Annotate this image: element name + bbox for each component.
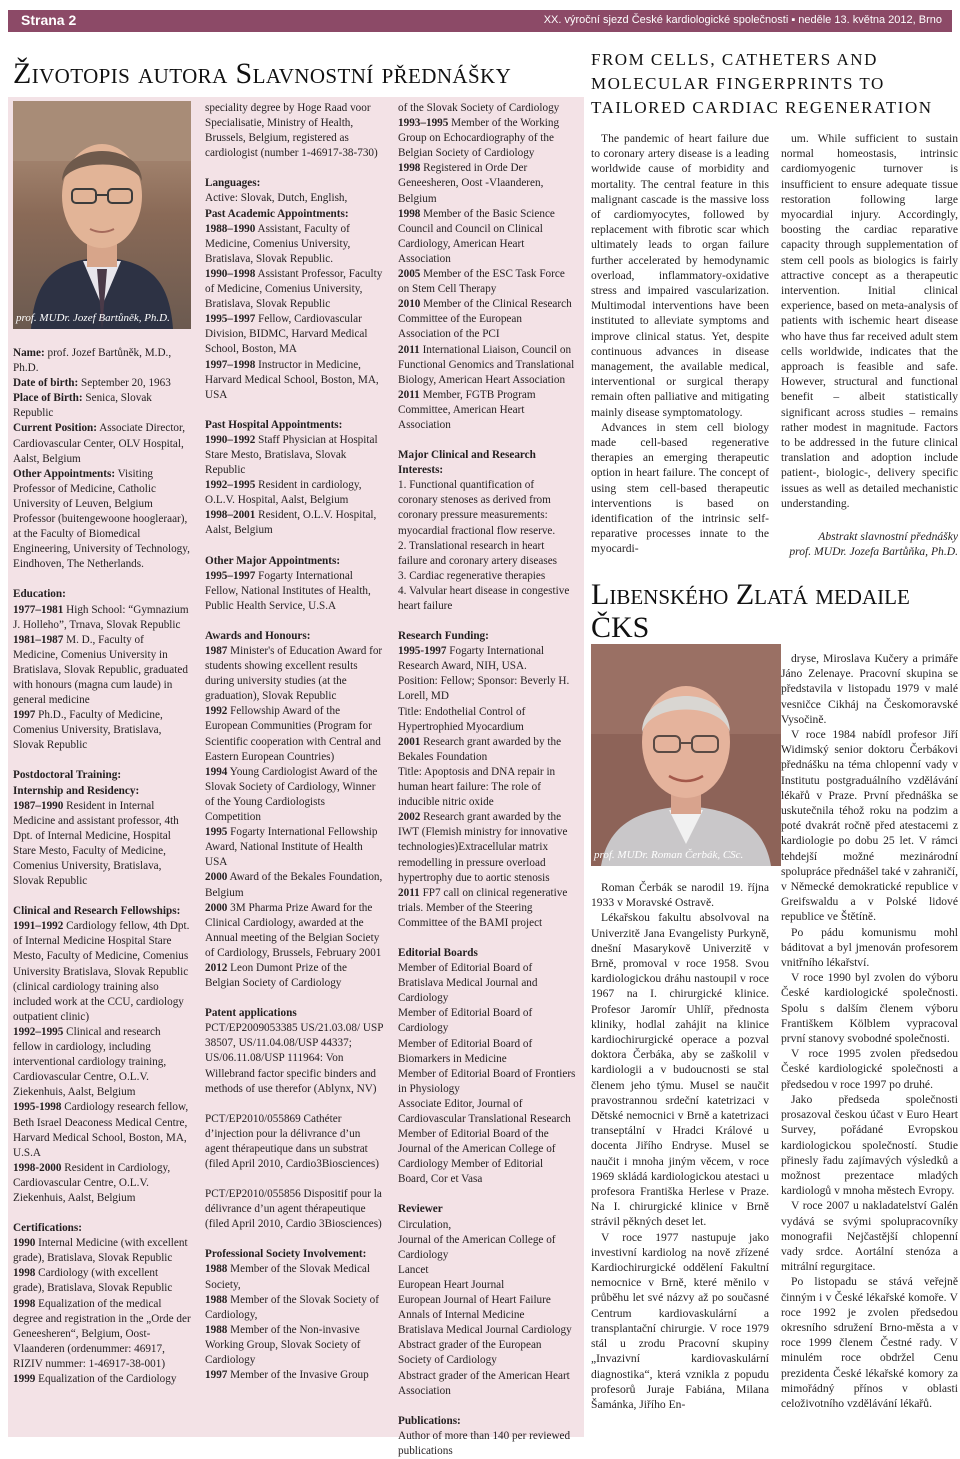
paragraph: Education: <box>13 588 66 601</box>
paragraph: of the Slovak Society of Cardiology <box>398 102 560 114</box>
paragraph: 1998-2000 Resident in Cardiology, Cardiovascular Centre, O.L.V. Ziekenhuis, Aalst, Belgium <box>13 1161 171 1204</box>
paragraph: Author of more than 140 per reviewed publications <box>398 1429 571 1457</box>
abstract-column-2 <box>781 131 958 511</box>
photo-caption-cerbak: prof. MUDr. Roman Čerbák, CSc. <box>594 849 744 861</box>
paragraph: Name: prof. Jozef Bartůněk, M.D., Ph.D. <box>13 347 172 375</box>
paragraph: 2002 Research grant awarded by the IWT (Flemish ministry for innovative technologies)Extracellular matrix remodelling in pressure overload hypertrophy due to aortic stenosis <box>398 811 568 884</box>
paragraph: Abstract grader of the American Heart Association <box>398 1369 570 1397</box>
paragraph: 1999 Equalization of the Cardiology <box>13 1373 177 1385</box>
paragraph: Abstract grader of the European Society of Cardiology <box>398 1339 542 1367</box>
paragraph <box>205 1172 383 1187</box>
paragraph: 2005 Member of the ESC Task Force on Stem Cell Therapy <box>398 268 565 296</box>
paragraph: 1990–1998 Assistant Professor, Faculty of Medicine, Comenius University, Bratislava, Slovak Republic <box>205 267 383 311</box>
paragraph: 1981–1987 M. D., Faculty of Medicine, Comenius University in Bratislava, Slovak Republic, graduated with honours (magna cum laude) in general medicine <box>13 633 188 707</box>
paragraph: Member of Editorial Board of Bratislava Medical Journal and Cardiology <box>398 962 538 1005</box>
paragraph: 1990–1992 Staff Physician at Hospital Stare Mesto, Bratislava, Slovak Republic <box>205 433 378 477</box>
paragraph: Current Position: Associate Director, Cardiovascular Center, OLV Hospital, Aalst, Belgium <box>13 422 186 465</box>
photo-caption-bartunek: prof. MUDr. Jozef Bartůněk, Ph.D. <box>16 312 170 324</box>
paragraph: Title: Endothelial Control of Hypertrophied Myocardium <box>398 705 526 733</box>
paragraph: Awards and Honours: <box>205 629 311 642</box>
paragraph: 1998 Equalization of the medical degree and registration in the „Orde der Geneesheren“, Belgium, Oost-Vlaanderen (ordenummer: 46917, RIZIV nummer: 1-46917-38-001) <box>13 1297 191 1370</box>
paragraph: Languages: <box>205 177 261 190</box>
paragraph: Member of Editorial Board of Frontiers in Physiology <box>398 1067 576 1095</box>
paragraph: 1998 Registered in Orde Der Geneesheren, Oost -Vlaanderen, Belgium <box>398 162 544 205</box>
bio-column-1 <box>13 346 191 1387</box>
paragraph: Po pádu komunismu mohl báditovat a byl jmenován profesorem vnitřního lékařství. <box>781 925 958 970</box>
paragraph <box>398 1187 576 1202</box>
paragraph: 2. Translational research in heart failure and coronary artery diseases <box>398 539 558 567</box>
paragraph <box>205 991 383 1006</box>
paragraph: Member of Editorial Board of Biomarkers in Medicine <box>398 1037 533 1065</box>
paragraph: Publications: <box>398 1414 461 1427</box>
paragraph: Member of Editorial Board of Cardiology <box>398 1007 533 1035</box>
medal-column-2 <box>781 651 958 1411</box>
bio-title: Životopis autora Slavnostní přednášky <box>13 57 512 90</box>
paragraph: 2000 3M Pharma Prize Award for the Clinical Cardiology, awarded at the Annual meeting of the Belgian Society of Cardiology, Brussels, February 2001 <box>205 901 382 959</box>
paragraph: 1997 Member of the Invasive Group <box>205 1369 369 1382</box>
paragraph <box>205 1097 383 1112</box>
bio-column-2 <box>205 101 383 1383</box>
lecture-title: FROM CELLS, CATHETERS AND MOLECULAR FINGERPRINTS TO TAILORED CARDIAC REGENERATION <box>591 50 933 117</box>
paragraph: 1995-1998 Cardiology research fellow, Beth Israel Deaconess Medical Centre, Harvard Medical School, Boston, MA, U.S.A <box>13 1101 189 1159</box>
paragraph: Lancet <box>398 1263 429 1276</box>
paragraph: V roce 2007 u nakladatelství Galén vydává se svými spolupracovníky monografii Nejčastější chlopenní vady srdce. Aortální stenóza a mitrální regurgitace. <box>781 1199 958 1274</box>
paragraph: Circulation, <box>398 1218 452 1231</box>
paragraph: Position: Fellow; Sponsor: Beverly H. Lorell, MD <box>398 675 570 703</box>
paragraph: PCT/EP2010/055869 Cathéter d’injection pour la délivrance d’un agent thérapeutique dans un substrat (filed April 2010, Cardio3Biosciences) <box>205 1112 379 1170</box>
paragraph: 1993–1995 Member of the Working Group on Echocardiography of the Belgian Society of Cardiology <box>398 117 560 160</box>
paragraph <box>205 161 383 176</box>
paragraph: V roce 1990 byl zvolen do výboru České kardiologické společnosti. Spolu s dalším členem výboru Františkem Kölblem vypracoval první stanovy svobodné společnosti. <box>781 971 958 1046</box>
paragraph: 2001 Research grant awarded by the Bekales Foundation <box>398 735 562 763</box>
paragraph: Reviewer <box>398 1203 443 1216</box>
medal-title: Libenského Zlatá medaile ČKS <box>591 578 910 644</box>
paragraph: 1995–1997 Fogarty International Fellow, National Institutes of Health, Public Health Service, U.S.A <box>205 569 371 612</box>
paragraph <box>398 931 576 946</box>
signature-line-2: prof. MUDr. Jozefa Bartůňka, Ph.D. <box>789 545 958 558</box>
paragraph: 1992–1995 Resident in cardiology, O.L.V. Hospital, Aalst, Belgium <box>205 479 362 507</box>
paragraph: Roman Čerbák se narodil 19. října 1933 v Moravské Ostravě. <box>591 881 769 910</box>
portrait-cerbak <box>591 644 781 866</box>
page-header-bar <box>8 10 952 32</box>
paragraph: 2011 FP7 call on clinical regenerative trials. Member of the Steering Committee of the BAMI project <box>398 886 568 929</box>
paragraph: Other Major Appointments: <box>205 554 341 567</box>
paragraph <box>205 403 383 418</box>
paragraph: PCT/EP2010/055856 Dispositif pour la délivrance d’un agent thérapeutique (filed April 2010, Cardio 3Biosciences) <box>205 1188 382 1231</box>
paragraph: 1. Functional quantification of coronary stenoses as derived from coronary pressure measurements: myocardial fractional flow reserve. <box>398 479 556 537</box>
paragraph: Professional Society Involvement: <box>205 1248 367 1261</box>
paragraph <box>205 614 383 629</box>
page-label: Strana 2 <box>21 12 77 28</box>
paragraph: 1991–1992 Cardiology fellow, 4th Dpt. of Internal Medicine Hospital Stare Mesto, Faculty of Medicine, Comenius University Bratislava, Slovak Republic (clinical cardiology training also included work at the CCU, cardiology outpatient clinic) <box>13 920 190 1023</box>
paragraph: 1988–1990 Assistant, Faculty of Medicine, Comenius University, Bratislava, Slovak Republic. <box>205 222 351 265</box>
paragraph <box>205 539 383 554</box>
paragraph: 2012 Leon Dumont Prize of the Belgian Society of Cardiology <box>205 961 347 990</box>
paragraph <box>398 1399 576 1414</box>
paragraph: Advances in stem cell biology made cell-based regenerative therapies an emerging therapeutic option in heart failure. The concept of using stem cell-based therapeutic interventions is based on identification of the intrinsic self-reparative processes innate to the myocardi- <box>591 420 769 556</box>
paragraph: European Journal of Heart Failure <box>398 1294 551 1307</box>
paragraph: Active: Slovak, Dutch, English, <box>205 192 348 205</box>
paragraph: Jako předseda společnosti prosazoval českou účast v Euro Heart Survey, pořádané Evropskou kardiologickou společností. Studie přinesly řadu zajímavých výsledků a možnost prezentace mladých kardiologů v mnoha městech Evropy. <box>781 1092 958 1198</box>
paragraph: Member of Editorial Board of the Journal of the American College of Cardiology Member of Editorial Board, Cor et Vasa <box>398 1128 556 1186</box>
paragraph <box>13 889 191 904</box>
paragraph: Research Funding: <box>398 630 489 643</box>
paragraph: The pandemic of heart failure due to coronary artery disease is a leading worldwide cause of morbidity and mortality. The central feature in this malignant cascade is the massive loss of cardiomyocytes, followed by replacement with fibrotic scar which ultimately leads to organ failure further accelerated by hemodynamic overload, inflammatory-oxidative stress and impaired vascularization. Multimodal interventions have been instituted to alleviate symptoms and improve clinical status. Yet, despite continuous advances in disease management, the available medical, interventional or surgical therapy remain often palliative and mitigating mainly disease symptomatology. <box>591 132 769 419</box>
paragraph: Associate Editor, Journal of Cardiovascular Translational Research <box>398 1097 571 1125</box>
paragraph: Patent applications <box>205 1007 297 1020</box>
paragraph: PCT/EP2009053385 US/21.03.08/ USP 38507, US/11.04.08/USP 44337; US/06.11.08/USP 111964: Von Willebrand factor specific binders and methods of use therefor (Ablynx, NV) <box>205 1022 383 1095</box>
paragraph: Editorial Boards <box>398 946 478 959</box>
paragraph: speciality degree by Hoge Raad voor Specialisatie, Ministry of Health, Brussels, Belgium, registered as cardiologist (number 1-46917-38-730) <box>205 102 378 160</box>
paragraph: 1995 Fogarty International Fellowship Award, National Institute of Health USA <box>205 826 378 869</box>
paragraph: Place of Birth: Senica, Slovak Republic <box>13 392 152 420</box>
paragraph: 1987–1990 Resident in Internal Medicine and assistant professor, 4th Dpt. of Internal Medicine, Hospital Stare Mesto, Faculty of Medicine, Comenius University, Bratislava, Slovak Republic <box>13 799 179 888</box>
paragraph <box>13 572 191 587</box>
paragraph: 1992 Fellowship Award of the European Communities (Program for Scientific cooperation with Central and Eastern European Countries) <box>205 705 381 763</box>
paragraph: Lékařskou fakultu absolvoval na Univerzitě Jana Evangelisty Purkyně, dnešní Masarykově Univerzitě v Brně, promoval v roce 1958. Svou kardiologickou dráhu nastoupil v roce 1967 na I. chirurgické klinice. Profesor Jaromír Uhlíř, přednosta kliniky, hodlal zahájit na klinice kardiochirurgické operace a pozval doktora Čerbáka, aby se zaškolil v kardiologii a v budoucnosti se stal členem jeho týmu. Musel se naučit pravostrannou srdeční katetrizaci v Dětské nemocnici v Brně a katetrizaci transeptální v Hradci Králové u docenta Jiřího Endryse. Musel se naučit i mnoha jiným věcem, v roce 1969 skládá kardiologickou atestaci u profesora Františka Herlese v Praze. Na I. chirurgické klinice v Brně strávil pěkných deset let. <box>591 911 769 1229</box>
portrait-bartunek <box>13 101 191 329</box>
abstract-signature <box>700 529 958 559</box>
bio-column-3 <box>398 101 576 1459</box>
paragraph: 1977–1981 High School: “Gymnazium J. Holleho”, Trnava, Slovak Republic <box>13 603 189 631</box>
signature-line-1: Abstrakt slavnostní přednášky <box>818 530 958 543</box>
paragraph: 1995-1997 Fogarty International Research Award, NIH, USA. <box>398 645 545 673</box>
paragraph <box>398 433 576 448</box>
paragraph: Annals of Internal Medicine <box>398 1309 525 1322</box>
paragraph <box>13 753 191 768</box>
paragraph: Clinical and Research Fellowships: <box>13 905 181 918</box>
paragraph: 2011 Member, FGTB Program Committee, American Heart Association <box>398 388 536 431</box>
paragraph: V roce 1984 nabídl profesor Jiří Widimský senior doktoru Čerbákovi přednášku na téma chlopenní vady v Institutu postgraduálního vzdělávání lékařů v Praze. První přednáška se uskutečnila téhož roku na podzim a poté dvakrát ročně před atestacemi z kardiologie po dobu 25 let. V rámci tehdejší možné mezinárodní spolupráce přednášel také v zahraničí, v Německé demokratické republice v Greifswaldu a v Polské lidové republice ve Štětíně. <box>781 728 958 924</box>
paragraph <box>13 1206 191 1221</box>
paragraph: 1992–1995 Clinical and research fellow in cardiology, including interventional cardiology training, Cardiovascular Centre, O.L.V. Ziekenhuis, Aalst, Belgium <box>13 1025 167 1099</box>
paragraph: dryse, Miroslava Kučery a primáře Jáno Zelenaye. Pracovní skupina se představila v listopadu 1979 v malé vesničce Cikháj na Českomoravské Vysočině. <box>781 652 958 726</box>
paragraph: 2000 Award of the Bekales Foundation, Belgium <box>205 871 383 899</box>
paragraph: Postdoctoral Training: <box>13 769 122 782</box>
paragraph: 1988 Member of the Slovak Society of Cardiology, <box>205 1293 379 1321</box>
paragraph: 1998–2001 Resident, O.L.V. Hospital, Aalst, Belgium <box>205 509 377 537</box>
paragraph <box>205 1232 383 1247</box>
paragraph: Certifications: <box>13 1222 82 1235</box>
abstract-column-1 <box>591 131 769 557</box>
paragraph: Journal of the American College of Cardiology <box>398 1233 556 1261</box>
paragraph: Major Clinical and Research Interests: <box>398 449 536 477</box>
paragraph: 2010 Member of the Clinical Research Committee of the European Association of the PCI <box>398 298 572 341</box>
paragraph: V roce 1977 nastupuje jako investivní kardiolog na nově zřízené Kardiochirurgické oddělení Fakultní nemocnice v Brně, které měnilo v průběhu let své názvy až po současné Centrum kardiovaskulární a transplantační chirurgie. V roce 1979 stál u zrodu Pracovní skupiny „Invazivní kardiovaskulární diagnostika“, která vznikla z popudu profesorů Juraje Fabiána, Milana Šamánka, Jiřího En- <box>591 1230 769 1411</box>
medal-column-1 <box>591 880 769 1412</box>
paragraph: V roce 1995 zvolen předsedou České kardiologické společnosti a předsedou v roce 1997 po druhé. <box>781 1047 958 1091</box>
paragraph: Date of birth: September 20, 1963 <box>13 377 171 390</box>
paragraph: Bratislava Medical Journal Cardiology <box>398 1324 572 1337</box>
paragraph: Past Academic Appointments: <box>205 207 349 220</box>
paragraph: 1998 Cardiology (with excellent grade), Bratislava, Slovak Republic <box>13 1267 173 1295</box>
paragraph: 4. Valvular heart disease in congestive heart failure <box>398 584 570 612</box>
paragraph: Po listopadu se stává veřejně činným i v České lékařské komoře. V roce 1992 je zvolen předsedou okresního sdružení Brno-města a v roce 1999 členem Čestné rady. V minulém roce obdržel Cenu prezidenta České lékařské komory za mimořádný přínos v oblasti celoživotního vzdělávání lékařů. <box>781 1275 958 1410</box>
paragraph: 1994 Young Cardiologist Award of the Slovak Society of Cardiology, Winner of the Young Cardiologists Competition <box>205 765 378 824</box>
paragraph: Other Appointments: Visiting Professor of Medicine, Catholic University of Leuven, Belgium Professor (buitengewoone hoogleraar), at the Faculty of Biomedical Engineering, University of Technology, Eindhoven, The Netherlands. <box>13 467 190 571</box>
paragraph <box>398 614 576 629</box>
event-info: XX. výroční sjezd České kardiologické společnosti ▪ neděle 13. května 2012, Brno <box>543 14 942 26</box>
paragraph: 1987 Minister's of Education Award for students showing excellent results during university studies (at the graduation), Slovak Republic <box>205 645 383 703</box>
paragraph: 2011 International Liaison, Council on Functional Genomics and Translational Biology, American Heart Association <box>398 343 575 386</box>
paragraph: um. While sufficient to sustain normal homeostasis, intrinsic cardiomyogenic turnover is insufficient to ensure adequate tissue restoration following large myocardial injury. Accordingly, boosting the cardiac reparative capacity through supplementation of stem cell pools as biologics is fairly attractive concept as a therapeutic intervention. Initial clinical experience, based on meta-analysis of patients with ischemic heart disease who have thus far received adult stem cells worldwide, indicates that the approach is feasible and safe. However, structural and functional benefit – albeit statistically significant across studies – remains rather modest in magnitude. Factors to be addressed in the future clinical translation and adoption include patient-, biologic-, delivery specific issues as well as detailed mechanistic understanding. <box>781 132 958 510</box>
paragraph: 1998 Member of the Basic Science Council and Council on Clinical Cardiology, American Heart Association <box>398 207 555 265</box>
paragraph: 1988 Member of the Non-invasive Working Group, Slovak Society of Cardiology <box>205 1323 361 1367</box>
paragraph: 1997 Ph.D., Faculty of Medicine, Comenius University, Bratislava, Slovak Republic <box>13 709 163 752</box>
paragraph: 1997–1998 Instructor in Medicine, Harvard Medical School, Boston, MA, USA <box>205 358 379 401</box>
paragraph: 1990 Internal Medicine (with excellent grade), Bratislava, Slovak Republic <box>13 1237 188 1265</box>
paragraph: European Heart Journal <box>398 1278 505 1291</box>
paragraph: 3. Cardiac regenerative therapies <box>398 569 546 582</box>
paragraph: Internship and Residency: <box>13 784 140 797</box>
paragraph: Title: Apoptosis and DNA repair in human heart failure: The role of inducible nitric oxide <box>398 765 556 809</box>
paragraph: 1995–1997 Fellow, Cardiovascular Division, BIDMC, Harvard Medical School, Boston, MA <box>205 313 368 356</box>
paragraph: Past Hospital Appointments: <box>205 418 343 431</box>
paragraph: 1988 Member of the Slovak Medical Society, <box>205 1263 370 1291</box>
